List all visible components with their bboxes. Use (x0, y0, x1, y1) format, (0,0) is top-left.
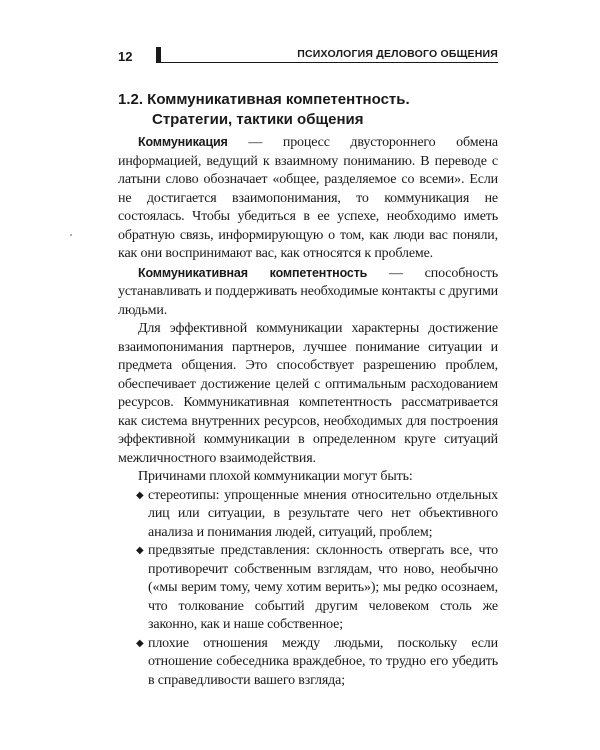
page-number: 12 (118, 49, 133, 64)
header-rule (161, 62, 498, 63)
list-item-text: плохие отношения между людьми, поскольку если отношение собеседника враждебное, то трудно его убедить в справедливости вашего взгляда; (148, 635, 498, 688)
term-communication: Коммуникация (138, 135, 228, 149)
diamond-bullet-icon: ◆ (136, 545, 144, 556)
paragraph-effective (118, 320, 498, 468)
header-bar (156, 47, 161, 63)
body-text (118, 133, 498, 690)
causes-list (118, 487, 498, 691)
paragraph-text: Для эффективной коммуникации характерны достижение взаимопонимания партнеров, лучшее понимание ситуации и предмета общения. Это способствует разрешению проблем, обеспечивает достижение целей с оптимальным расходованием ресурсов. Коммуникативная компетентность рассматривается как система внутренних ресурсов, необходимых для построения эффективной коммуникации в определенном круге ситуаций межличностного взаимодействия. (118, 321, 498, 466)
list-item (118, 542, 498, 635)
list-item-text: стереотипы: упрощенные мнения относительно отдельных лиц или ситуации, в результате чего нет объективного анализа и понимания людей, ситуаций, проблем; (148, 487, 498, 540)
paragraph-text: Причинами плохой коммуникации могут быть: (138, 469, 413, 484)
paragraph-competence (118, 264, 498, 321)
paragraph-causes-intro (118, 468, 498, 487)
list-item (118, 487, 498, 543)
paragraph-text: — способность устанавливать и поддерживать необходимые контакты с другими людьми. (118, 265, 498, 318)
section-title-line2: Стратегии, тактики общения (152, 111, 364, 128)
list-item (118, 635, 498, 691)
term-competence: Коммуникативная компетентность (138, 265, 368, 280)
page-header (118, 44, 498, 68)
running-title: ПСИХОЛОГИЯ ДЕЛОВОГО ОБЩЕНИЯ (297, 48, 498, 60)
paragraph-communication (118, 133, 498, 264)
list-item-text: предвзятые представления: склонность отвергать все, что противоречит собственным взглядам, что ново, необычно («мы верим тому, чему хотим верить»); мы редко осознаем, что толкование событий другим человеком столь же законно, как и наше собственное; (148, 543, 498, 632)
scan-speck (70, 234, 72, 236)
diamond-bullet-icon: ◆ (136, 489, 144, 501)
paragraph-text: — процесс двустороннего обмена информацией, ведущий к взаимному пониманию. В переводе с латыни слово обозначает «общее, разделяемое со всеми». Если не достигается взаимопонимания, то коммуникация не состоялась. Чтобы убедиться в ее успехе, необходимо иметь обратную связь, информирующую о том, как люди вас поняли, как они воспринимают вас, как относятся к проблеме. (118, 135, 498, 261)
diamond-bullet-icon: ◆ (136, 637, 144, 649)
section-title-line1: 1.2. Коммуникативная компетентность. (118, 91, 410, 108)
section-title (118, 90, 498, 130)
